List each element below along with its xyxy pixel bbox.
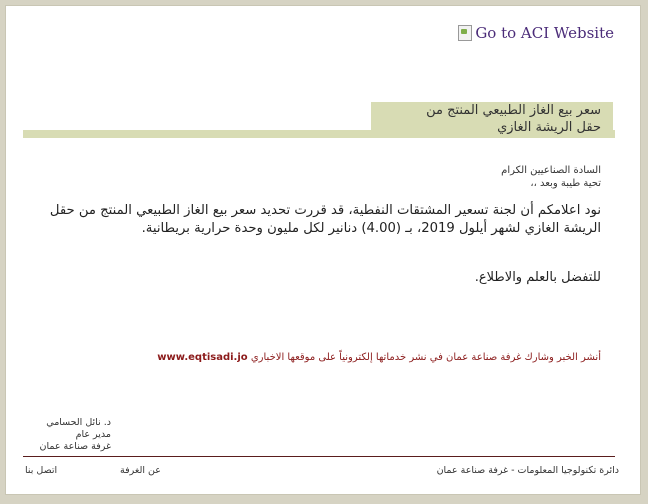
footer-department: دائرة تكنولوجيا المعلومات - غرفة صناعة عمان [436, 465, 619, 476]
greeting-line-2: تحية طيبة وبعد ،، [530, 178, 601, 189]
greeting [501, 164, 601, 190]
aci-website-logo-link[interactable] [458, 24, 614, 42]
share-text [157, 352, 601, 363]
closing-text: للتفضل بالعلم والاطلاع. [474, 270, 601, 285]
body-text [21, 202, 601, 238]
footer-about-link[interactable]: عن الغرفة [120, 465, 161, 476]
title-box [371, 102, 613, 138]
greeting-line-1: السادة الصناعيين الكرام [501, 165, 601, 176]
eqtisadi-link[interactable]: www.eqtisadi.jo [157, 352, 248, 363]
body-line-1: نود اعلامكم أن لجنة تسعير المشتقات النفطية، قد قررت تحديد سعر بيع الغاز الطبيعي المنتج من حقل [49, 203, 601, 218]
broken-image-icon [458, 25, 472, 41]
logo-alt-text: Go to ACI Website [475, 24, 614, 42]
signature-role: مدير عام [75, 429, 111, 440]
signature [29, 417, 111, 453]
title-line-1: سعر بيع الغاز الطبيعي المنتج من [426, 103, 601, 118]
body-line-2: الريشة الغازي لشهر أيلول 2019، بـ (4.00) دنانير لكل مليون وحدة حرارية بريطانية. [141, 221, 601, 236]
footer-contact-link[interactable]: اتصل بنا [25, 465, 58, 476]
title-line-2: حقل الريشة الغازي [497, 120, 601, 135]
page [5, 5, 641, 495]
footer-divider [23, 456, 615, 457]
share-message: أنشر الخبر وشارك غرفة صناعة عمان في نشر خدماتها إلكترونياً على موقعها الاخباري [250, 352, 601, 363]
signature-name: د. نائل الحسامي [46, 417, 111, 428]
signature-org: غرفة صناعة عمان [39, 441, 111, 452]
